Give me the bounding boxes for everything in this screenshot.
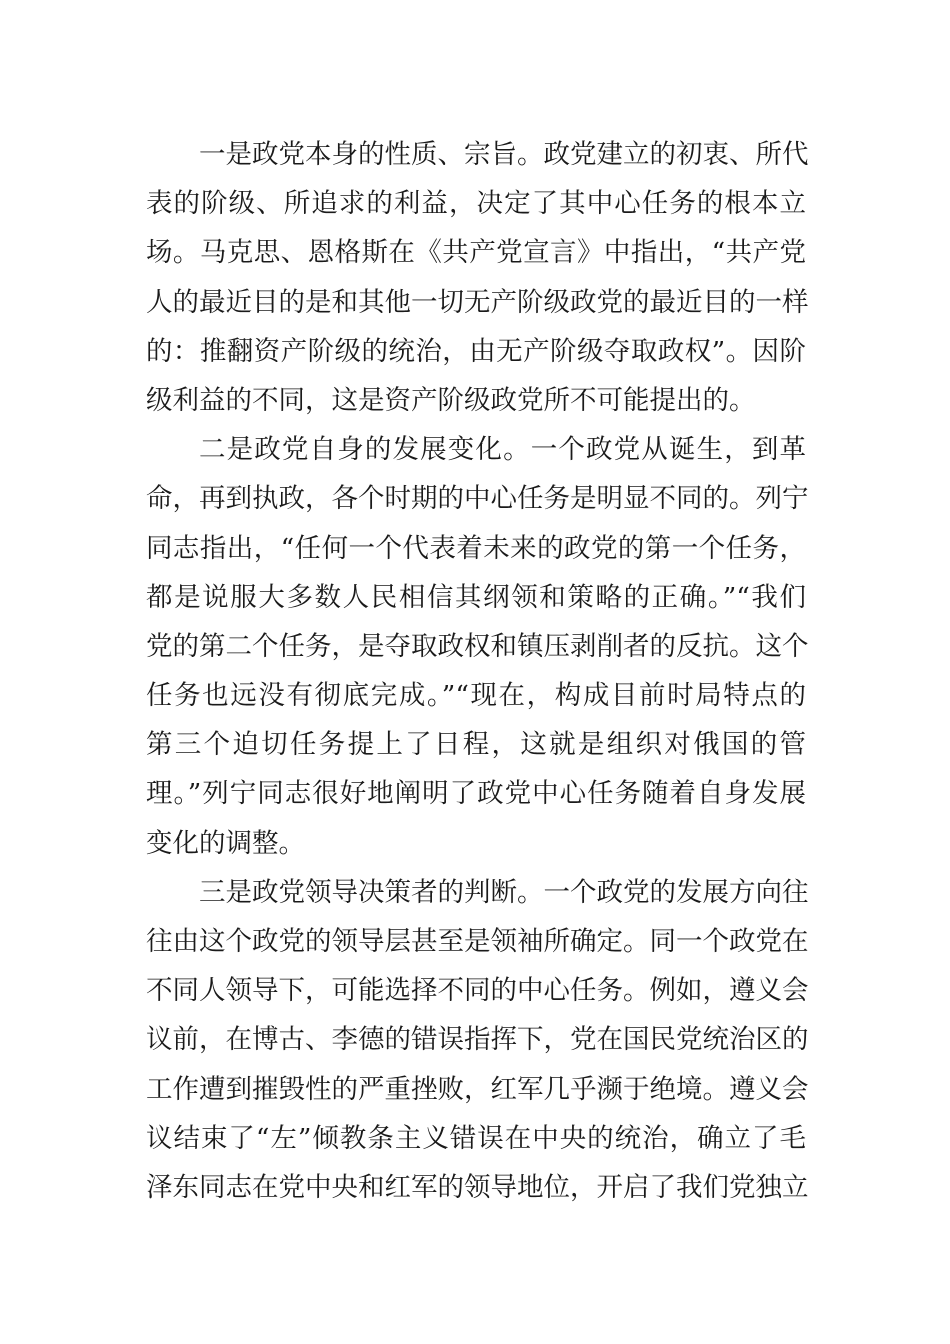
text-line: 理。”列宁同志很好地阐明了政党中心任务随着自身发展 <box>146 778 806 810</box>
text-line: 议前，在博古、李德的错误指挥下，党在国民党统治区的 <box>146 1024 809 1056</box>
text-line: 场。马克思、恩格斯在《共产党宣言》中指出，“共产党 <box>146 237 806 269</box>
text-line: 同志指出，“任何一个代表着未来的政党的第一个任务， <box>146 532 806 564</box>
text-line: 级利益的不同，这是资产阶级政党所不可能提出的。 <box>146 384 756 416</box>
text-line: 不同人领导下，可能选择不同的中心任务。例如，遵义会 <box>146 975 809 1007</box>
text-line: 第三个迫切任务提上了日程，这就是组织对俄国的管 <box>146 729 806 761</box>
text-line: 都是说服大多数人民相信其纲领和策略的正确。”“我们 <box>146 581 806 613</box>
body-text <box>146 130 809 1212</box>
text-line: 往由这个政党的领导层甚至是领袖所确定。同一个政党在 <box>146 926 809 957</box>
text-line: 人的最近目的是和其他一切无产阶级政党的最近目的一样 <box>146 286 809 318</box>
text-line: 党的第二个任务，是夺取政权和镇压剥削者的反抗。这个 <box>146 630 809 662</box>
text-line: 命，再到执政，各个时期的中心任务是明显不同的。列宁 <box>146 483 809 515</box>
text-line: 的：推翻资产阶级的统治，由无产阶级夺取政权”。因阶 <box>146 335 806 367</box>
text-line: 三是政党领导决策者的判断。一个政党的发展方向往 <box>199 876 809 908</box>
text-line: 二是政党自身的发展变化。一个政党从诞生，到革 <box>199 434 806 466</box>
text-line: 任务也远没有彻底完成。”“现在，构成目前时局特点的 <box>146 680 806 712</box>
text-line: 泽东同志在党中央和红军的领导地位，开启了我们党独立 <box>146 1171 809 1203</box>
text-line: 一是政党本身的性质、宗旨。政党建立的初衷、所代 <box>199 139 809 170</box>
text-line: 变化的调整。 <box>146 827 305 859</box>
text-line: 表的阶级、所追求的利益，决定了其中心任务的根本立 <box>146 188 806 220</box>
text-line: 工作遭到摧毁性的严重挫败，红军几乎濒于绝境。遵义会 <box>146 1073 809 1105</box>
text-line: 议结束了“左”倾教条主义错误在中央的统治，确立了毛 <box>146 1122 806 1154</box>
